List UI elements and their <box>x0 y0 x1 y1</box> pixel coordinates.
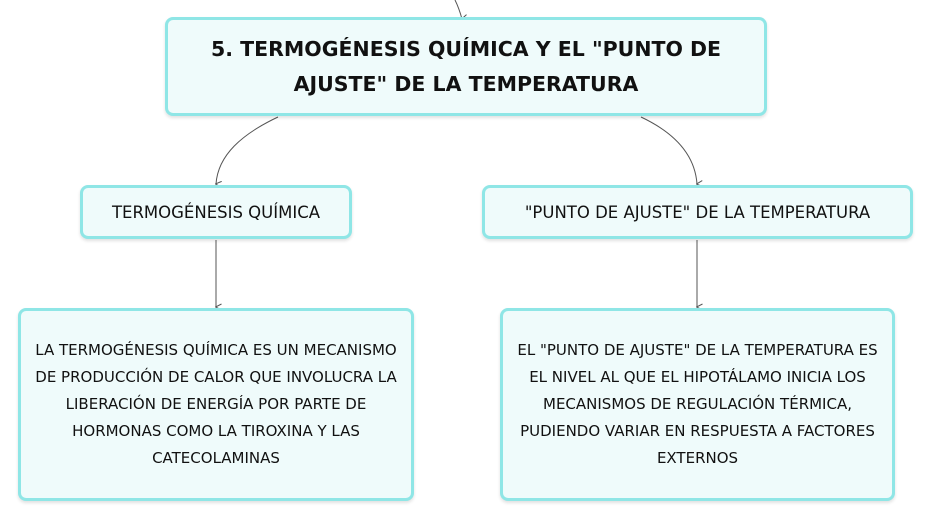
description-node-punto-de-ajuste[interactable] <box>500 308 895 501</box>
branch-node-termogenesis-quimica[interactable] <box>80 185 352 239</box>
description-text: EL "PUNTO DE AJUSTE" DE LA TEMPERATURA ES EL NIVEL AL QUE EL HIPOTÁLAMO INICIA LOS MECANISMOS DE REGULACIÓN TÉRMICA, PUDIENDO VARIAR EN RESPUESTA A FACTORES EXTERNOS <box>517 341 878 467</box>
root-node[interactable] <box>165 17 767 116</box>
branch-node-punto-de-ajuste[interactable] <box>482 185 913 239</box>
connector-root-to-right <box>641 117 697 184</box>
connector-root-to-left <box>216 117 278 184</box>
branch-node-title: TERMOGÉNESIS QUÍMICA <box>111 202 321 222</box>
description-text: LA TERMOGÉNESIS QUÍMICA ES UN MECANISMO DE PRODUCCIÓN DE CALOR QUE INVOLUCRA LA LIBERACIÓN DE ENERGÍA POR PARTE DE HORMONAS COMO LA TIROXINA Y LAS CATECOLAMINAS <box>35 341 397 467</box>
root-node-title: 5. TERMOGÉNESIS QUÍMICA Y EL "PUNTO DE AJUSTE" DE LA TEMPERATURA <box>210 36 722 96</box>
description-node-termogenesis-quimica[interactable] <box>18 308 414 501</box>
branch-node-title: "PUNTO DE AJUSTE" DE LA TEMPERATURA <box>524 202 871 222</box>
